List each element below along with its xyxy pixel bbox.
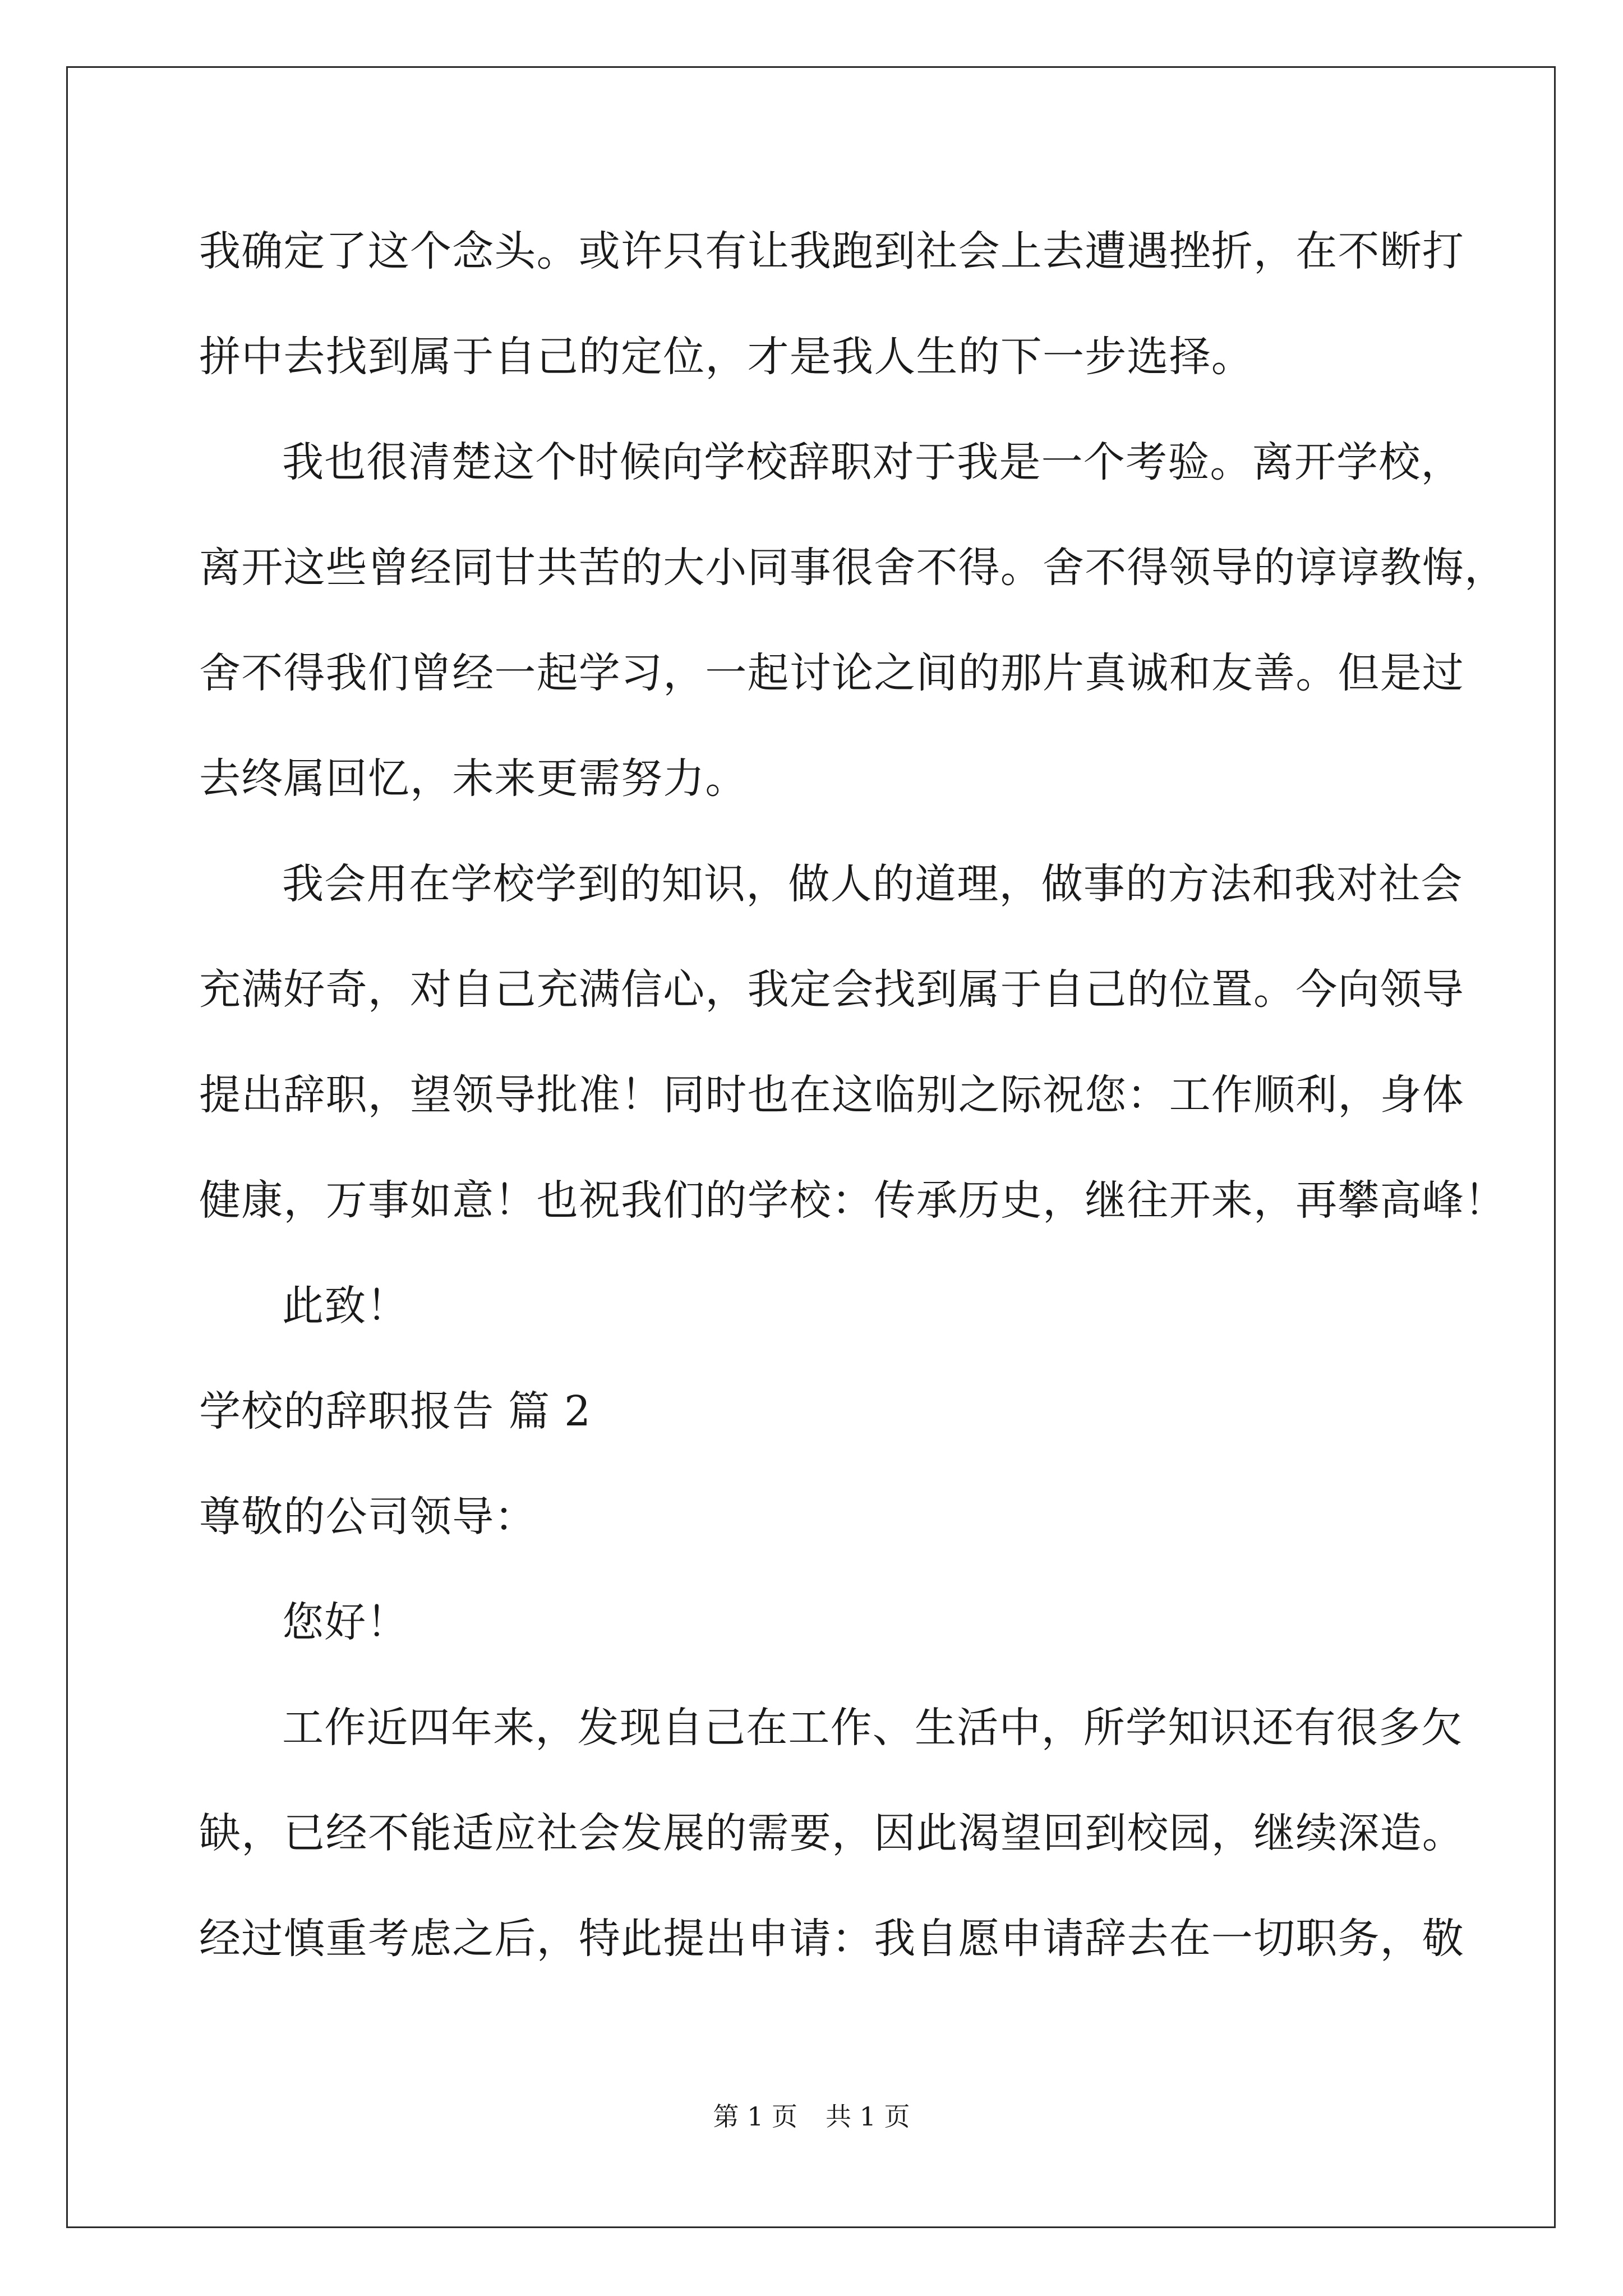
text-line: 工作近四年来，发现自己在工作、生活中，所学知识还有很多欠 bbox=[282, 1704, 1463, 1752]
text-line: 我也很清楚这个时候向学校辞职对于我是一个考验。离开学校， bbox=[282, 438, 1463, 486]
greeting: 您好！ bbox=[282, 1598, 409, 1646]
text-line: 我确定了这个念头。或许只有让我跑到社会上去遭遇挫折，在不断打 bbox=[199, 227, 1464, 275]
text-line: 我会用在学校学到的知识，做人的道理，做事的方法和我对社会 bbox=[282, 860, 1463, 908]
page-number: 第 1 页 bbox=[713, 2101, 797, 2132]
addressee: 尊敬的公司领导： bbox=[199, 1493, 537, 1541]
section-heading: 学校的辞职报告 篇 2 bbox=[199, 1387, 592, 1435]
text-line: 去终属回忆，未来更需努力。 bbox=[199, 754, 748, 803]
text-line: 缺，已经不能适应社会发展的需要，因此渴望回到校园，继续深造。 bbox=[199, 1809, 1464, 1857]
page-total: 共 1 页 bbox=[826, 2101, 910, 2132]
text-line: 拼中去找到属于自己的定位，才是我人生的下一步选择。 bbox=[199, 333, 1253, 381]
closing-salutation: 此致！ bbox=[282, 1282, 409, 1330]
text-line: 健康，万事如意！也祝我们的学校：传承历史，继往开来，再攀高峰！ bbox=[199, 1176, 1507, 1225]
text-line: 舍不得我们曾经一起学习，一起讨论之间的那片真诚和友善。但是过 bbox=[199, 649, 1464, 697]
text-line: 提出辞职，望领导批准！同时也在这临别之际祝您：工作顺利，身体 bbox=[199, 1071, 1464, 1119]
page-footer bbox=[0, 2100, 1623, 2133]
document-body bbox=[199, 213, 1507, 2006]
text-line: 离开这些曾经同甘共苦的大小同事很舍不得。舍不得领导的谆谆教悔， bbox=[199, 544, 1507, 592]
text-line: 经过慎重考虑之后，特此提出申请：我自愿申请辞去在一切职务，敬 bbox=[199, 1915, 1464, 1963]
text-line: 充满好奇，对自己充满信心，我定会找到属于自己的位置。今向领导 bbox=[199, 965, 1464, 1014]
